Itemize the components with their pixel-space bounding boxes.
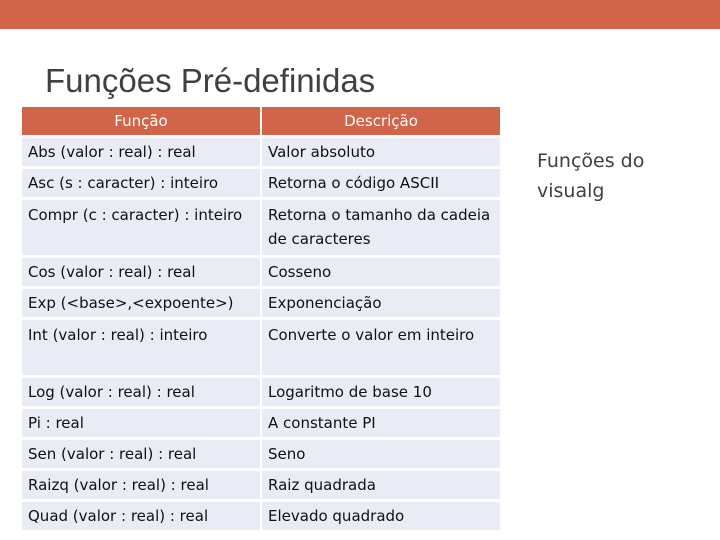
description-cell: A constante PI <box>260 409 500 440</box>
table-row <box>22 258 500 289</box>
top-accent-bar <box>0 0 720 29</box>
table-row <box>22 440 500 471</box>
description-cell: Elevado quadrado <box>260 502 500 533</box>
side-note: Funções do visualg <box>537 150 645 202</box>
table-row <box>22 471 500 502</box>
table-row <box>22 320 500 378</box>
description-cell: Converte o valor em inteiro <box>260 320 500 378</box>
function-cell: Cos (valor : real) : real <box>22 258 260 289</box>
description-cell: Retorna o tamanho da cadeia de caracteres <box>260 200 500 258</box>
function-cell: Int (valor : real) : inteiro <box>22 320 260 378</box>
table-row <box>22 169 500 200</box>
function-cell: Log (valor : real) : real <box>22 378 260 409</box>
function-cell: Sen (valor : real) : real <box>22 440 260 471</box>
function-cell: Asc (s : caracter) : inteiro <box>22 169 260 200</box>
table-header-row <box>22 107 500 138</box>
description-cell: Valor absoluto <box>260 138 500 169</box>
description-cell: Retorna o código ASCII <box>260 169 500 200</box>
table-row <box>22 289 500 320</box>
function-cell: Pi : real <box>22 409 260 440</box>
table-row <box>22 138 500 169</box>
slide-title: Funções Pré-definidas <box>45 62 376 99</box>
description-cell: Logaritmo de base 10 <box>260 378 500 409</box>
table-row <box>22 378 500 409</box>
description-cell: Cosseno <box>260 258 500 289</box>
table-row <box>22 200 500 258</box>
table-row <box>22 502 500 533</box>
description-cell: Raiz quadrada <box>260 471 500 502</box>
description-cell: Seno <box>260 440 500 471</box>
function-cell: Abs (valor : real) : real <box>22 138 260 169</box>
description-cell: Exponenciação <box>260 289 500 320</box>
functions-table <box>22 107 500 533</box>
column-header-funcao: Função <box>22 107 260 138</box>
function-cell: Quad (valor : real) : real <box>22 502 260 533</box>
column-header-descricao: Descrição <box>260 107 500 138</box>
function-cell: Exp (<base>,<expoente>) <box>22 289 260 320</box>
table-row <box>22 409 500 440</box>
function-cell: Compr (c : caracter) : inteiro <box>22 200 260 258</box>
function-cell: Raizq (valor : real) : real <box>22 471 260 502</box>
